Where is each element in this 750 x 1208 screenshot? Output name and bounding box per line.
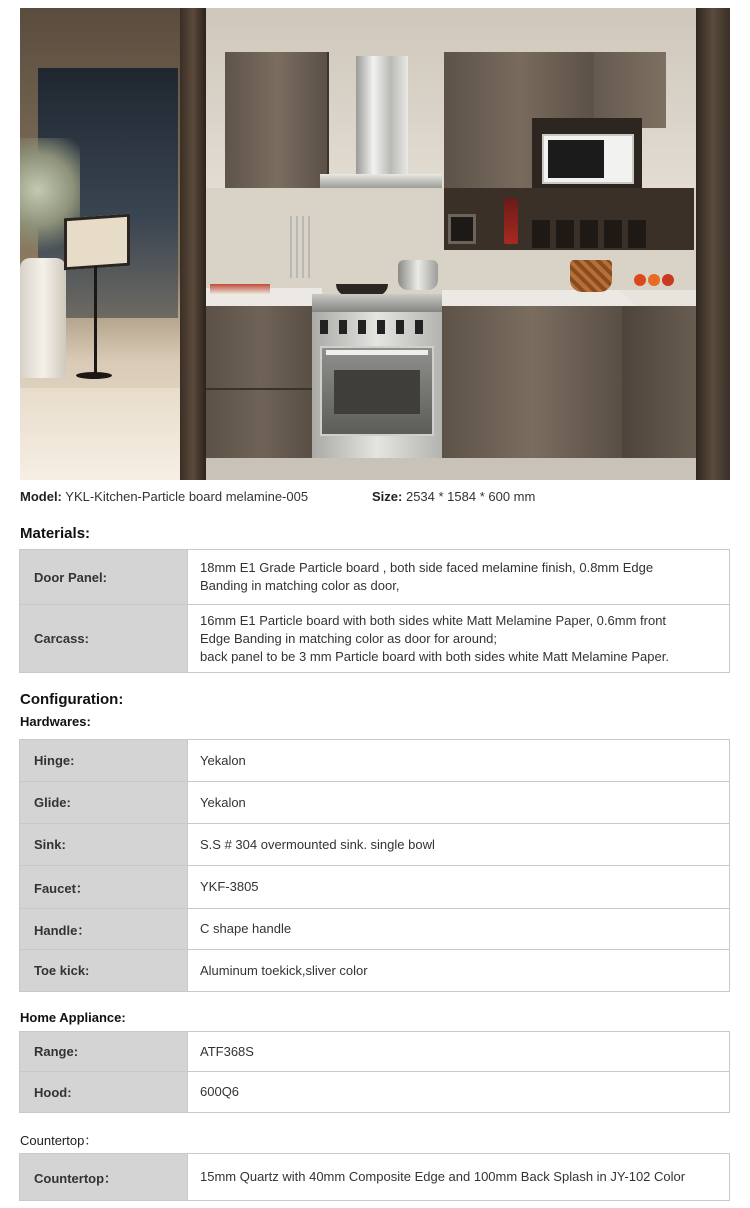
- fruit: [648, 274, 660, 286]
- home-appliance-table: [19, 1031, 730, 1113]
- table-row: [20, 740, 730, 782]
- table-row: [20, 550, 730, 605]
- row-label: Hinge:: [20, 740, 188, 782]
- row-label: Hood:: [20, 1072, 188, 1113]
- oven-handle: [326, 350, 428, 355]
- table-row: [20, 605, 730, 673]
- table-row: [20, 1032, 730, 1072]
- row-label: Carcass:: [20, 605, 188, 673]
- model-value: YKL-Kitchen-Particle board melamine-005: [65, 489, 309, 504]
- home-appliance-heading: Home Appliance:: [20, 1010, 126, 1025]
- row-label: Door Panel:: [20, 550, 188, 605]
- row-value: Yekalon: [188, 782, 730, 824]
- row-label: Handle：: [20, 909, 188, 950]
- shelf-cubby: [604, 220, 622, 248]
- row-value: S.S # 304 overmounted sink. single bowl: [188, 824, 730, 866]
- value-line: 18mm E1 Grade Particle board , both side faced melamine finish, 0.8mm Edge: [200, 560, 654, 575]
- table-row: [20, 1154, 730, 1201]
- utensil-rail: [290, 216, 312, 278]
- model-label: Model:: [20, 489, 62, 504]
- wood-frame-left: [180, 8, 206, 480]
- picture-frame: [448, 214, 476, 244]
- row-value: Yekalon: [188, 740, 730, 782]
- vase: [20, 258, 66, 378]
- row-value: C shape handle: [188, 909, 730, 950]
- countertop-table: [19, 1153, 730, 1201]
- row-label: Glide:: [20, 782, 188, 824]
- shelf-cubby: [556, 220, 574, 248]
- cookbooks: [210, 284, 270, 294]
- row-value: YKF-3805: [188, 866, 730, 909]
- range-hood-chimney: [356, 56, 408, 176]
- row-value: [188, 605, 730, 673]
- lobby-floor: [20, 388, 206, 480]
- base-cabinet-right: [622, 306, 700, 458]
- row-value: 15mm Quartz with 40mm Composite Edge and 100mm Back Splash in JY-102 Color: [188, 1154, 730, 1201]
- row-value: Aluminum toekick,sliver color: [188, 950, 730, 992]
- row-label: Countertop：: [20, 1154, 188, 1201]
- row-value: 600Q6: [188, 1072, 730, 1113]
- materials-heading: Materials:: [20, 525, 91, 542]
- value-line: Banding in matching color as door,: [200, 578, 400, 593]
- model-line: [20, 489, 308, 504]
- drawer-seam: [206, 388, 316, 390]
- base-cabinet-left: [206, 306, 316, 458]
- table-row: [20, 824, 730, 866]
- range-knobs: [320, 320, 434, 334]
- range-hood: [320, 174, 442, 188]
- value-line: 16mm E1 Particle board with both sides white Matt Melamine Paper, 0.6mm front: [200, 612, 667, 628]
- fruit-basket: [570, 260, 612, 292]
- row-label: Range:: [20, 1032, 188, 1072]
- table-row: [20, 1072, 730, 1113]
- upper-cabinet-left: [225, 52, 329, 188]
- value-line: back panel to be 3 mm Particle board with both sides white Matt Melamine Paper.: [200, 648, 669, 664]
- size-value: 2534 * 1584 * 600 mm: [405, 489, 536, 504]
- row-label: Sink:: [20, 824, 188, 866]
- materials-table: [19, 549, 730, 673]
- kitchen-photo: [20, 8, 730, 480]
- stock-pot: [398, 260, 438, 290]
- row-label: Toe kick:: [20, 950, 188, 992]
- countertop-heading: Countertop：: [20, 1133, 98, 1148]
- row-value: [188, 550, 730, 605]
- wood-frame-right: [696, 8, 730, 480]
- fruit: [662, 274, 674, 286]
- sign-stand: [94, 266, 97, 376]
- gas-cooktop: [312, 294, 442, 314]
- fruit: [634, 274, 646, 286]
- value-line: Edge Banding in matching color as door for around;: [200, 630, 498, 646]
- base-cabinet-center: [442, 306, 622, 458]
- row-label: Faucet：: [20, 866, 188, 909]
- display-sign: [64, 214, 130, 271]
- toe-kick: [206, 458, 700, 480]
- shelf-cubby: [580, 220, 598, 248]
- wine-bottle: [504, 198, 518, 244]
- row-value: ATF368S: [188, 1032, 730, 1072]
- size-line: [372, 489, 535, 504]
- shelf-cubby: [628, 220, 646, 248]
- table-row: [20, 950, 730, 992]
- sign-base: [76, 372, 112, 379]
- table-row: [20, 782, 730, 824]
- shelf-cubby: [532, 220, 550, 248]
- oven-window: [334, 370, 420, 414]
- hardwares-table: [19, 739, 730, 992]
- configuration-heading: Configuration:: [20, 691, 124, 708]
- hardwares-heading: Hardwares:: [20, 714, 91, 729]
- upper-cabinet-right: [594, 52, 666, 128]
- size-label: Size:: [372, 489, 403, 504]
- microwave-window: [548, 140, 604, 178]
- table-row: [20, 909, 730, 950]
- table-row: [20, 866, 730, 909]
